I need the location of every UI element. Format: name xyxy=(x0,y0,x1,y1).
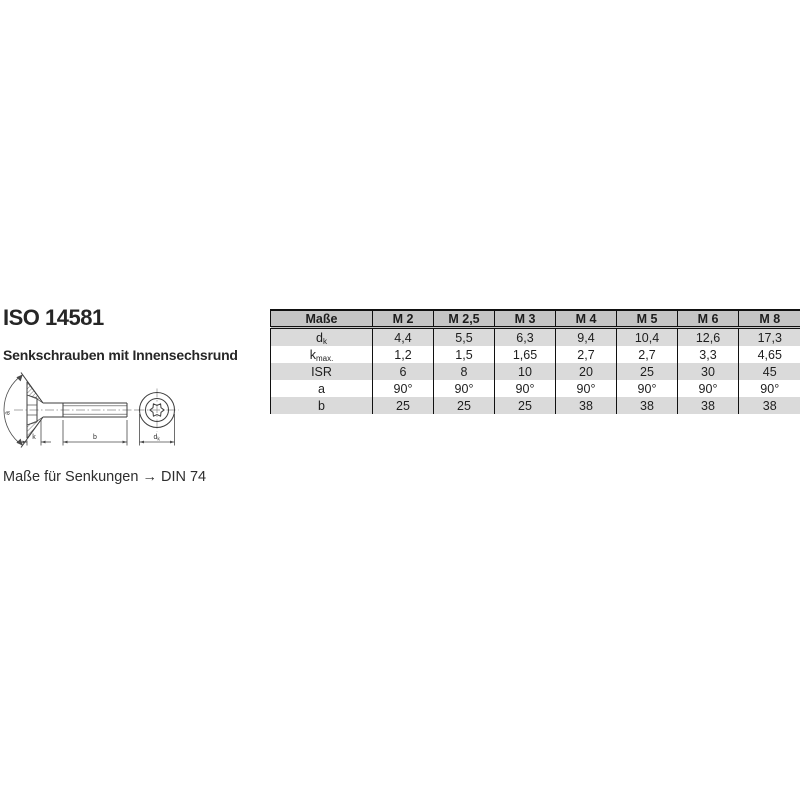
value-cell: 1,2 xyxy=(373,346,434,363)
row-label-cell: a xyxy=(271,380,373,397)
value-cell: 90° xyxy=(495,380,556,397)
dimension-table-container xyxy=(270,309,800,414)
cone-lower-line xyxy=(21,417,43,448)
value-cell: 38 xyxy=(617,397,678,414)
value-cell: 25 xyxy=(617,363,678,380)
value-cell: 17,3 xyxy=(739,328,800,347)
value-cell: 5,5 xyxy=(434,328,495,347)
row-label-cell: $k_{max.}$ xyxy=(271,346,373,363)
value-cell: 90° xyxy=(678,380,739,397)
value-cell: 3,3 xyxy=(678,346,739,363)
value-cell: 8 xyxy=(434,363,495,380)
table-row-isr xyxy=(271,363,800,380)
table-row-kmax xyxy=(271,346,800,363)
value-cell: 38 xyxy=(678,397,739,414)
header-cell-m4: M 4 xyxy=(556,310,617,328)
page-subtitle: Senkschrauben mit Innensechsrund xyxy=(3,347,238,363)
page-title: ISO 14581 xyxy=(3,305,104,330)
value-cell: 38 xyxy=(739,397,800,414)
header-cell-m8: M 8 xyxy=(739,310,800,328)
head-diameter-label: $d_k$ xyxy=(153,434,160,443)
arrowhead xyxy=(140,441,145,444)
value-cell: 20 xyxy=(556,363,617,380)
header-cell-m6: M 6 xyxy=(678,310,739,328)
row-label-cell: b xyxy=(271,397,373,414)
value-cell: 38 xyxy=(556,397,617,414)
value-cell: 90° xyxy=(556,380,617,397)
technical-drawing xyxy=(0,366,205,460)
row-label-cell: $d_k$ xyxy=(271,328,373,347)
value-cell: 90° xyxy=(434,380,495,397)
dimension-table xyxy=(270,309,800,414)
header-cell-m2: M 2 xyxy=(373,310,434,328)
angle-label: a xyxy=(4,411,12,415)
header-cell-m5: M 5 xyxy=(617,310,678,328)
value-cell: 25 xyxy=(434,397,495,414)
value-cell: 25 xyxy=(373,397,434,414)
value-cell: 10 xyxy=(495,363,556,380)
value-cell: 2,7 xyxy=(617,346,678,363)
row-label-cell: ISR xyxy=(271,363,373,380)
table-row-dk xyxy=(271,328,800,347)
value-cell: 10,4 xyxy=(617,328,678,347)
thread-length-label: b xyxy=(93,434,97,441)
table-header-row xyxy=(271,310,800,328)
value-cell: 45 xyxy=(739,363,800,380)
value-cell: 1,65 xyxy=(495,346,556,363)
value-cell: 6 xyxy=(373,363,434,380)
value-cell: 1,5 xyxy=(434,346,495,363)
value-cell: 90° xyxy=(739,380,800,397)
arrowhead xyxy=(63,441,68,444)
header-cell-masse: Maße xyxy=(271,310,373,328)
table-row-b xyxy=(271,397,800,414)
value-cell: 4,4 xyxy=(373,328,434,347)
value-cell: 30 xyxy=(678,363,739,380)
table-row-a xyxy=(271,380,800,397)
arrowhead xyxy=(16,374,22,381)
value-cell: 90° xyxy=(617,380,678,397)
senkungen-note: Maße für Senkungen → DIN 74 xyxy=(3,469,207,485)
value-cell: 6,3 xyxy=(495,328,556,347)
value-cell: 4,65 xyxy=(739,346,800,363)
cone-upper-line xyxy=(21,373,43,404)
arrowhead xyxy=(170,441,175,444)
screw-end-view xyxy=(136,389,179,446)
header-cell-m3: M 3 xyxy=(495,310,556,328)
value-cell: 25 xyxy=(495,397,556,414)
screw-side-view xyxy=(4,373,141,448)
header-cell-m25: M 2,5 xyxy=(434,310,495,328)
arrowhead xyxy=(123,441,128,444)
head-height-label: k xyxy=(32,434,36,441)
value-cell: 12,6 xyxy=(678,328,739,347)
value-cell: 2,7 xyxy=(556,346,617,363)
arrowhead xyxy=(41,441,46,444)
value-cell: 9,4 xyxy=(556,328,617,347)
value-cell: 90° xyxy=(373,380,434,397)
